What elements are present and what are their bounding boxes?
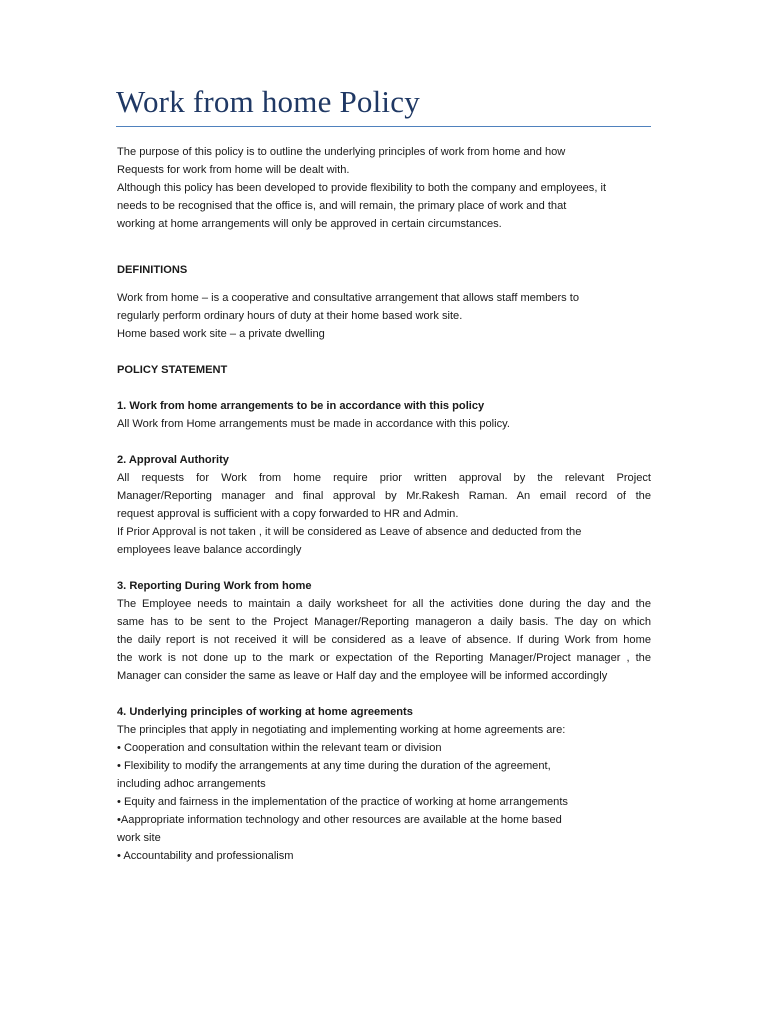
title-underline bbox=[116, 126, 651, 127]
definitions-line: Work from home – is a cooperative and consultative arrangement that allows staff members to bbox=[117, 292, 580, 304]
definitions-heading: DEFINITIONS bbox=[117, 264, 188, 276]
section2-line: employees leave balance accordingly bbox=[117, 544, 302, 556]
section2-line: request approval is sufficient with a copy forwarded to HR and Admin. bbox=[117, 508, 459, 520]
intro-line: The purpose of this policy is to outline the underlying principles of work from home and how bbox=[117, 146, 566, 158]
section2-line: Manager/Reporting manager and final approval by Mr.Rakesh Raman. An email record of the bbox=[117, 490, 651, 502]
section2-line: If Prior Approval is not taken , it will be considered as Leave of absence and deducted from the bbox=[117, 526, 582, 538]
section4-bullet: • Accountability and professionalism bbox=[117, 850, 294, 862]
definitions-line: regularly perform ordinary hours of duty at their home based work site. bbox=[117, 310, 463, 322]
section3-line: the daily report is not received it will be considered as a leave of absence. If during Work from home bbox=[117, 634, 651, 646]
page-title: Work from home Policy bbox=[116, 84, 420, 119]
document-body bbox=[117, 143, 651, 865]
intro-line: needs to be recognised that the office is, and will remain, the primary place of work and that bbox=[117, 200, 567, 212]
section1-line: All Work from Home arrangements must be made in accordance with this policy. bbox=[117, 418, 510, 430]
section3-line: Manager can consider the same as leave or Half day and the employee will be informed accordingly bbox=[117, 670, 608, 682]
section2-line: All requests for Work from home require prior written approval by the relevant Project bbox=[117, 472, 651, 484]
section3-heading: 3. Reporting During Work from home bbox=[117, 580, 312, 592]
intro-line: working at home arrangements will only be approved in certain circumstances. bbox=[117, 218, 502, 230]
section4-line: including adhoc arrangements bbox=[117, 778, 266, 790]
section3-line: the work is not done up to the mark or expectation of the Reporting Manager/Project manager , the bbox=[117, 652, 651, 664]
section1-heading: 1. Work from home arrangements to be in accordance with this policy bbox=[117, 400, 485, 412]
intro-line: Requests for work from home will be dealt with. bbox=[117, 164, 350, 176]
section3-line: The Employee needs to maintain a daily worksheet for all the activities done during the day and the bbox=[117, 598, 651, 610]
section4-bullet: • Equity and fairness in the implementation of the practice of working at home arrangements bbox=[117, 796, 568, 808]
section4-bullet: • Cooperation and consultation within the relevant team or division bbox=[117, 742, 442, 754]
section4-line: work site bbox=[117, 832, 161, 844]
section4-bullet: • Flexibility to modify the arrangements at any time during the duration of the agreement, bbox=[117, 760, 551, 772]
section3-line: same has to be sent to the Project Manager/Reporting manageron a daily basis. The day on which bbox=[117, 616, 651, 628]
section4-bullet: •Aappropriate information technology and other resources are available at the home based bbox=[117, 814, 562, 826]
policy-statement-heading: POLICY STATEMENT bbox=[117, 364, 228, 376]
section2-heading: 2. Approval Authority bbox=[117, 454, 229, 466]
definitions-line: Home based work site – a private dwelling bbox=[117, 328, 325, 340]
section4-line: The principles that apply in negotiating and implementing working at home agreements are: bbox=[117, 724, 566, 736]
section4-heading: 4. Underlying principles of working at home agreements bbox=[117, 706, 413, 718]
intro-line: Although this policy has been developed to provide flexibility to both the company and employees, it bbox=[117, 182, 607, 194]
